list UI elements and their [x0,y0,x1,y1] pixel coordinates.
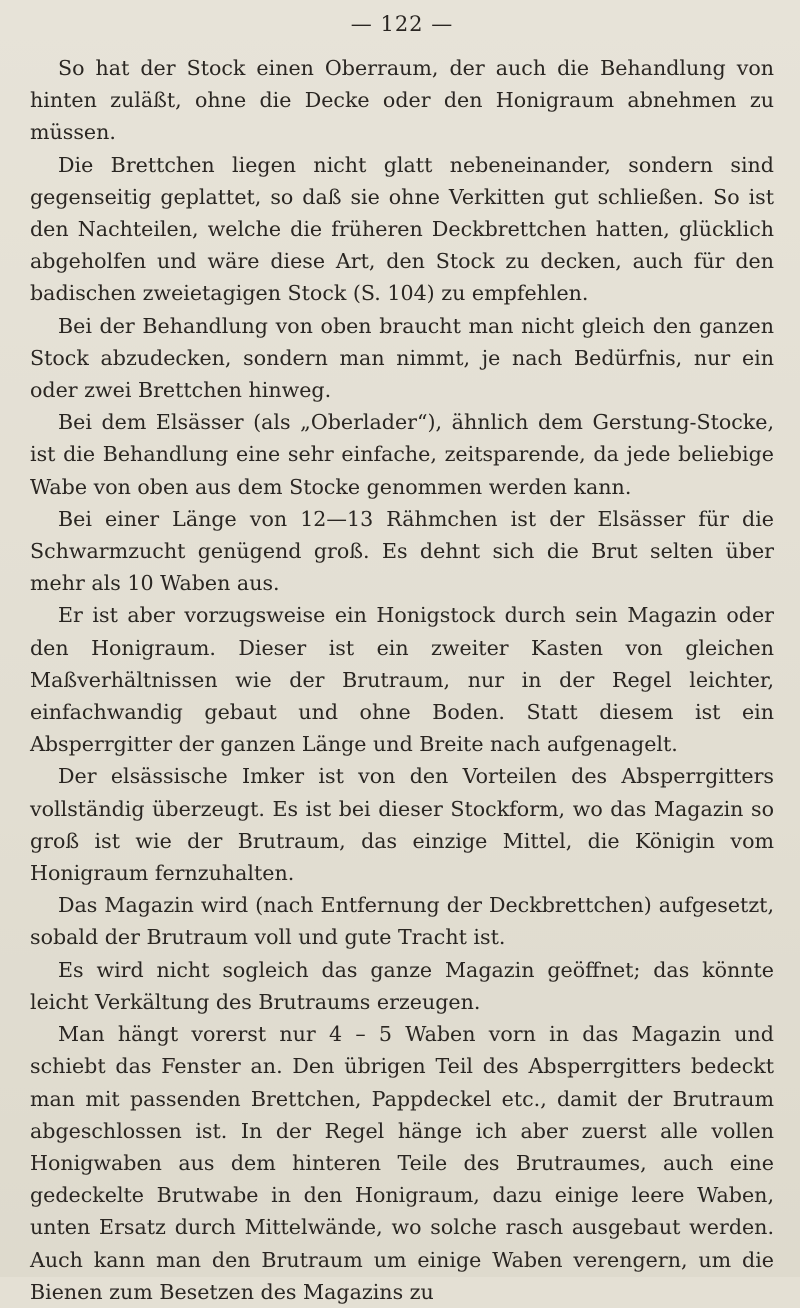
body-text [30,52,774,1308]
paragraph: Die Brettchen liegen nicht glatt nebeneinander, sondern sind gegenseitig geplattet, so daß sie ohne Verkitten gut schließen. So ist den Nachteilen, welche die früheren Deckbrettchen hatten, glücklich abgeholfen und wäre diese Art, den Stock zu decken, auch für den badischen zweietagigen Stock (S. 104) zu empfehlen. [30,152,774,306]
paragraph: Bei der Behandlung von oben braucht man nicht gleich den ganzen Stock abzudecken, sondern man nimmt, je nach Bedürfnis, nur ein oder zwei Brettchen hinweg. [30,313,774,403]
paragraph: Bei einer Länge von 12—13 Rähmchen ist der Elsässer für die Schwarmzucht genügend groß. Es dehnt sich die Brut selten über mehr als 10 Waben aus. [30,506,774,596]
paragraph: Er ist aber vorzugsweise ein Honigstock durch sein Magazin oder den Honigraum. Dieser ist ein zweiter Kasten von gleichen Maßverhältnissen wie der Brutraum, nur in der Regel leichter, einfachwandig gebaut und ohne Boden. Statt diesem ist ein Absperrgitter der ganzen Länge und Breite nach aufgenagelt. [30,603,774,757]
paragraph: Der elsässische Imker ist von den Vorteilen des Absperrgitters vollständig überzeugt. Es ist bei dieser Stockform, wo das Magazin so groß ist wie der Brutraum, das einzige Mittel, die Königin vom Honigraum fernzuhalten. [30,764,774,886]
page-number: — 122 — [350,12,454,36]
paragraph: Das Magazin wird (nach Entfernung der Deckbrettchen) aufgesetzt, sobald der Brutraum voll und gute Tracht ist. [30,893,774,950]
paragraph: Es wird nicht sogleich das ganze Magazin geöffnet; das könnte leicht Verkältung des Brutraums erzeugen. [30,957,774,1014]
paragraph: Man hängt vorerst nur 4 – 5 Waben vorn in das Magazin und schiebt das Fenster an. Den übrigen Teil des Absperrgitters bedeckt man mit passenden Brettchen, Pappdeckel etc., damit der Brutraum abgeschlossen ist. In der Regel hänge ich aber zuerst alle vollen Honigwaben aus dem hinteren Teile des Brutraumes, auch eine gedeckelte Brutwabe in den Honigraum, dazu einige leere Waben, unten Ersatz durch Mittelwände, wo solche rasch ausgebaut werden. Auch kann man den Brutraum um einige Waben verengern, um die Bienen zum Besetzen des Magazins zu [30,1022,774,1304]
paragraph: Bei dem Elsässer (als „Oberlader“), ähnlich dem Gerstung-Stocke, ist die Behandlung eine sehr einfache, zeitsparende, da jede beliebige Wabe von oben aus dem Stocke genommen werden kann. [30,410,774,499]
paragraph: So hat der Stock einen Oberraum, der auch die Behandlung von hinten zuläßt, ohne die Decke oder den Honigraum abnehmen zu müssen. [30,56,774,145]
